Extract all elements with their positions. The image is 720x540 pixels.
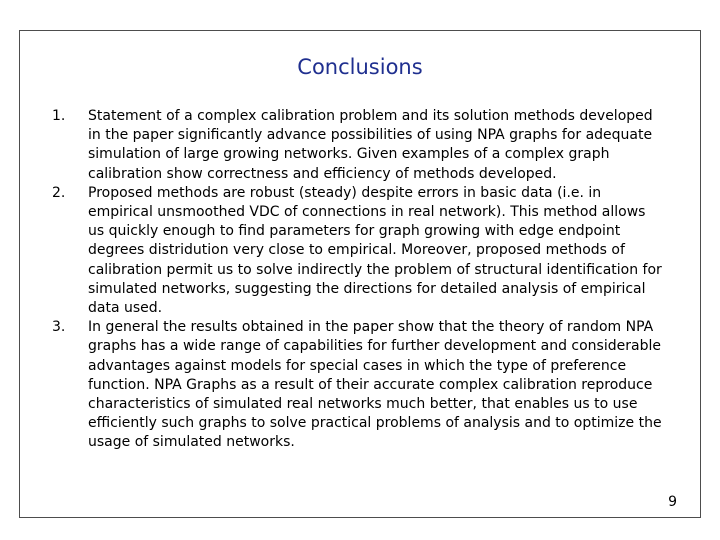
conclusions-list <box>52 107 664 453</box>
slide-title: Conclusions <box>297 55 423 79</box>
list-item <box>52 318 664 452</box>
list-item-text: Statement of a complex calibration problem and its solution methods developed in the paper significantly advance possibilities of using NPA graphs for adequate simulation of large growing networks. Given examples of a complex graph calibration show correctness and efficiency of methods developed. <box>88 108 653 182</box>
list-item-text: In general the results obtained in the paper show that the theory of random NPA graphs has a wide range of capabilities for further development and considerable advantages against models for special cases in which the type of preference function. NPA Graphs as a result of their accurate complex calibration reproduce characteristics of simulated real networks much better, that enables us to use efficiently such graphs to solve practical problems of analysis and to optimize the usage of simulated networks. <box>88 319 662 451</box>
list-item-number: 1. <box>52 108 66 124</box>
list-item-number: 2. <box>52 184 66 201</box>
slide-frame <box>19 30 701 518</box>
page-number: 9 <box>668 494 677 510</box>
list-item <box>52 107 664 184</box>
list-item-number: 3. <box>52 319 66 336</box>
list-item <box>52 184 664 318</box>
list-item-text: Proposed methods are robust (steady) despite errors in basic data (i.e. in empirical unsmoothed VDC of connections in real network). This method allows us quickly enough to find parameters for graph growing with edge endpoint degrees distridution very close to empirical. Moreover, proposed methods of calibration permit us to solve indirectly the problem of structural identification for simulated networks, suggesting the directions for detailed analysis of empirical data used. <box>88 184 662 317</box>
